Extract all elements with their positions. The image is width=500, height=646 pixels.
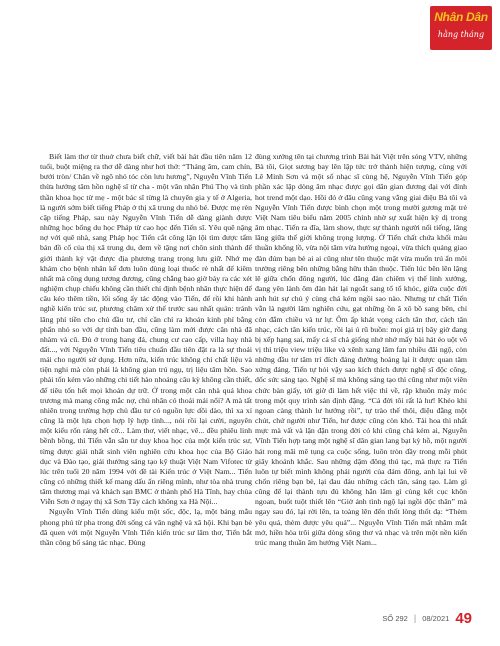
page-footer (382, 608, 472, 628)
paragraph: Biết làm thơ từ thuở chưa biết chữ, viết bài hát đầu tiên năm 12 tuổi, buột miệng ra thơ dễ dàng như hơi thở: “Tháng ăm, cam chín, bưởi tròn/ Chân về ngõ nhỏ tóc còn lưu hương”, Nguyễn Vĩnh Tiến thừa hưởng tâm hồn nghệ sĩ từ cha - một văn nhân Phú Thọ và tình thần khoa học từ mẹ - một bác sĩ từng là chuyên gia y tế ở Algeria, là người sớm biết tiếng Pháp ở thị xã trung du nhỏ bé. Được mẹ rèn cặp tiếng Pháp, sau này Nguyễn Vĩnh Tiến dễ dàng giành được những học bổng du học Pháp từ cao học đến Tiến sĩ. Yêu quê nặng nợ với quê nhà, sang Pháp học Tiến cắt công lận lội tìm được tấm bản đồ cổ của thị xã trung du, đem về tặng nơi chôn sinh thành để giới thành kỷ vật được địa phương trang trọng lưu giữ. Nhớ mẹ khám cho bệnh nhân kể đơn luôn dùng loại thuốc rẻ nhất để kiêm nhất mà công dụng tương đương, cũng chẳng bao giờ bảy ra các xét nghiệm chụp chiếu không cần thiết chỉ định bệnh nhân thực hiện để câu kéo thêm tiền, lối sống ấy tác động vào Tiến, để rồi khi hành nghề kiến trúc sư, phương châm xử thế trước sau nhất quán: tránh lãng phí tiền cho chủ đầu tư, chỉ cần chỉ ra khoản kinh phí bằng phẩn nhỏ so với dự tính ban đầu, cũng làm mới được căn nhà đã nhàm và cũ. Đủ ở trong hang đá, chung cư cao cấp, villa hay nhà đất..., với Nguyễn Vĩnh Tiến tiêu chuẩn đầu tiên đặt ra là sự thoải mái cho người sử dụng. Hơn nữa, kiến trúc không chỉ chất liệu và tiện nghi mà còn phải là không gian trú ngụ, trị liệu tâm hồn. Sao phải tốn kém vào những chi tiết hào nhoáng câu kỳ không cần thiết, để tiêu tốn hết mọi khoản dự trữ. Ở trong một căn nhà quá khoa trương mà mang công mắc nợ, chủ nhân có thoải mái nổi? A mà tất nhiên trong trường hợp chủ đầu tư có nguồn lực dồi dào, thì xa xỉ cũng là một lựa chọn hợp lý hợp tình..., nói rồi lại cười, nguyên một kiểu rốn ráng hết cỡ... Làm thơ, viết nhạc, vẽ... đều phiêu linh bềnh bồng, thì Tiến vẫn sẵn tư duy khoa học của một kiến trúc sư, từng được giải nhất sinh viên nghiên cứu khoa học của Bộ Giáo dục và Đào tạo, giải thưởng sáng tạo kỹ thuật Việt Nam Vifotec từ lúc trên tuổi 20 năm 1994 với đề tài Kiến trúc ở Việt Nam... Tiến cũng có những thiết kế mang dấu ấn riêng mình, như tòa nhà trung tâm thương mại và khách sạn BMC ở thành phố Hà Tĩnh, hay chùa Viễn Sơn ở ngay thị xã Sơn Tây cách không xa Hà Nội... (40, 152, 252, 507)
footer-separator: | (413, 613, 417, 623)
article-column-left (40, 152, 252, 548)
issue-date: 08/2021 (422, 613, 450, 623)
paragraph: đùng xướng tên tại chương trình Bài hát Việt trên sóng VTV, những Bà tôi, Giọt sương bay lên lập tức trở thành hiện tượng, cùng với Lê Minh Sơn và một số nhạc sĩ cùng hệ, Nguyễn Vĩnh Tiến góp phần xác lập dòng âm nhạc được gọi dân gian đương đại với đỉnh hot trend một dạo. Hồi đó ở đâu cũng vang vẳng giai điệu Bà tôi và Nguyễn Vĩnh Tiến được bình chọn một trong mười gương mặt trẻ Việt Nam tiêu biểu năm 2005 chính nhờ sự xuất hiện kỳ dị trong âm nhạc. Tiến ra đĩa, làm show, thực sự thành người nổi tiếng, lãng lãng giữa thế giới không trọng lượng. Ở Tiến chất chứa khối màu thuần khống lồ, vừa nội tâm vừa hướng ngoại, vừa thích quảng giao đàn đúm bạn bè ai ai cũng như tên thuộc mặt vừa muốn trú ẩn môi trường riêng bên những bằng hữu thân thuộc. Tiến lúc bên lên lặng lẽ giữa chốn đông người, lúc đăng đàn chiêm vị thế linh xướng, đang yên lành ôm đàn hát lại ngoắt sang tổ tổ khóc, giữa cuộc đời anh hút sự chủ ý cùng chả kém ngồi sao nào. Nhưng tư chất Tiến vẫn là người lãm nghiên cứu, gạt những ồn ã xô bồ sang bên, chỉ còn đắm chiều và tư lự. Ôm ấp khát vọng cách tân thơ, cách tân nhạc, cách tân kiến trúc, rồi lại ú rũ buồn: mọi giá trị bây giờ đang bị xếp hạng sai, mấy cả sĩ chả giống nhớ nhớ mấy bài hát éo uột vô vị thì triệu view triệu like và xênh xang lâm fan nhiều đãi ngộ, còn những đầu tư tâm trí đích đáng đường hoàng lại ít được quan tâm xứng đáng. Tiến tự hỏi vậy sao kích thích được nghệ sĩ độc công, dốc sức sáng tạo. Nghệ sĩ mà không sáng tạo thì cũng như một viên chức bàn giấy, tới giờ đi làm hết việc thì về, rập khuôn máy móc trong một quy trình sản định đặng. “Cả đời tôi rất là hư! Khéo khi ngoan càng thành lư hướng rồi”, tự trào thế thôi, điệu đằng một chút, chứ người như Tiến, hư được cũng còn khó. Tài hoa thì nhất mực mà vất và lặn đặn trong đời có khi cũng chả kém ai, Nguyễn Vĩnh Tiến hợp tang một nghệ sĩ dân gian lang bạt kỳ hồ, một người hát rong mãi mê tụng ca cuộc sống, luôn tròn đầy trong mỗi phút giây khoảnh khắc. Sau những dặm đông thú tạc, mà thực ra Tiến luôn tự biết mình không phải người của đám đông, anh lại lui về chốn riêng bạn bè, lại đau đáu những cách tân, sáng tạo. Làm gì cũng để lại thành tựu đủ không hẳn lâm gì cùng kết cục khôn ngoan, buốt tuột thiết lên “Giờ ánh tình ngộ lại ngồi độc thân” mà ngay sau đó, lại rời lên, ta toàng lên đến thốt lòng thốt đạ: “Thèm yêu quá, thèm được yêu quá”... Nguyễn Vĩnh Tiến mất nhăm mắt mở, hiền hòa trôi giữa dòng sông thơ và nhạc và trên một nền kiến trúc mang thuần ăm hướng Việt Nam... (255, 152, 468, 547)
issue-number: SỐ 292 (382, 613, 408, 623)
logo-wordmark: Nhân Dân (434, 10, 488, 24)
page-number: 49 (455, 609, 472, 627)
masthead-logo (430, 6, 492, 50)
paragraph: Nguyễn Vĩnh Tiến dùng kiểu một sốc, độc, lạ, một bảng mẫu phong phú từ pha trong đời sống cả văn nghệ và xã hội. Khi bạn bè đã quen với một Nguyễn Vĩnh Tiến kiến trúc sư lãm thơ, Tiến bắt thần công bố sáng tác nhạc. Đùng (40, 507, 252, 547)
article-column-right (255, 152, 467, 548)
logo-tagline: hằng tháng (437, 30, 485, 39)
